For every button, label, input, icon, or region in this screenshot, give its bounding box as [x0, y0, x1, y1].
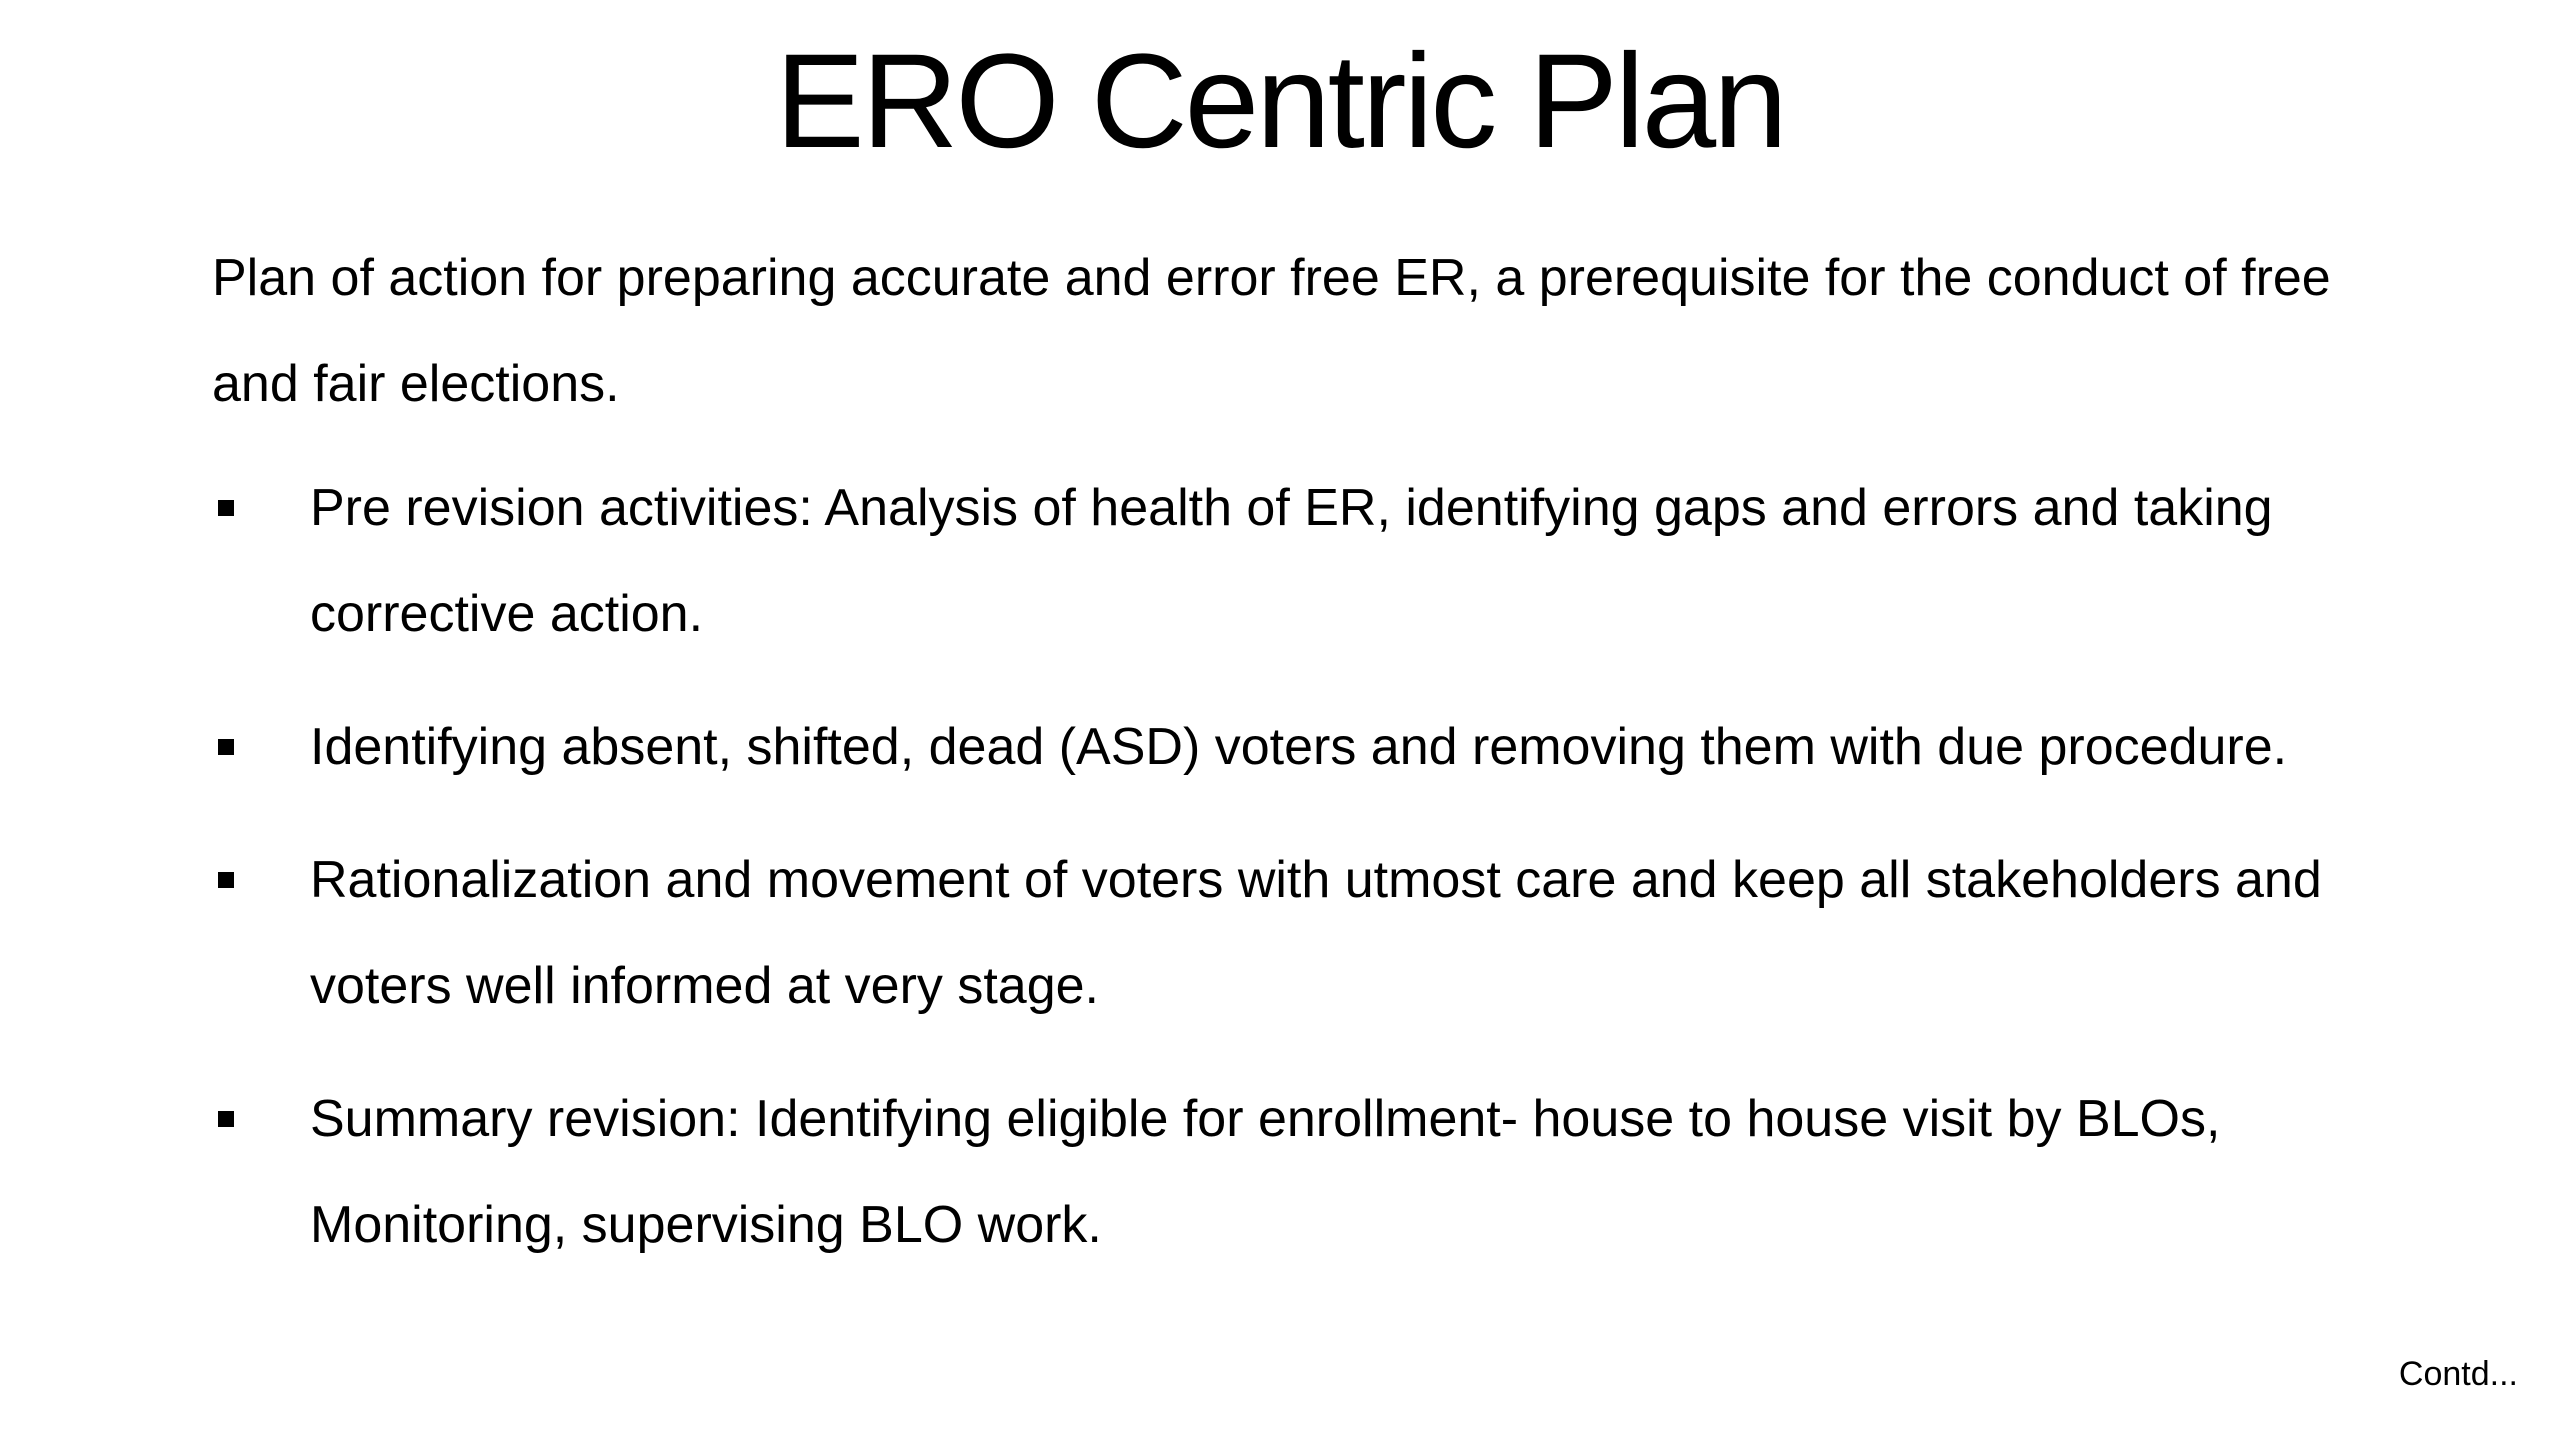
square-bullet-icon [218, 1111, 234, 1127]
bullet-item-asd-voters [212, 694, 2412, 800]
bullet-item-pre-revision [212, 455, 2412, 667]
bullet-text: Pre revision activities: Analysis of health of ER, identifying gaps and errors and taking corrective action. [310, 479, 2273, 643]
slide-title: ERO Centric Plan [775, 27, 1785, 176]
square-bullet-icon [218, 872, 234, 888]
bullet-text: Rationalization and movement of voters with utmost care and keep all stakeholders and voters well informed at very stage. [310, 851, 2322, 1015]
bullet-text: Summary revision: Identifying eligible for enrollment- house to house visit by BLOs, Monitoring, supervising BLO work. [310, 1090, 2221, 1254]
continued-label: Contd... [2398, 1355, 2518, 1393]
bullet-list [212, 455, 2412, 1305]
intro-paragraph: Plan of action for preparing accurate and error free ER, a prerequisite for the conduct of free and fair elections. [212, 249, 2331, 413]
bullet-item-summary-revision [212, 1066, 2412, 1278]
bullet-item-rationalization [212, 827, 2412, 1039]
square-bullet-icon [218, 739, 234, 755]
bullet-text: Identifying absent, shifted, dead (ASD) voters and removing them with due procedure. [310, 718, 2288, 776]
square-bullet-icon [218, 500, 234, 516]
